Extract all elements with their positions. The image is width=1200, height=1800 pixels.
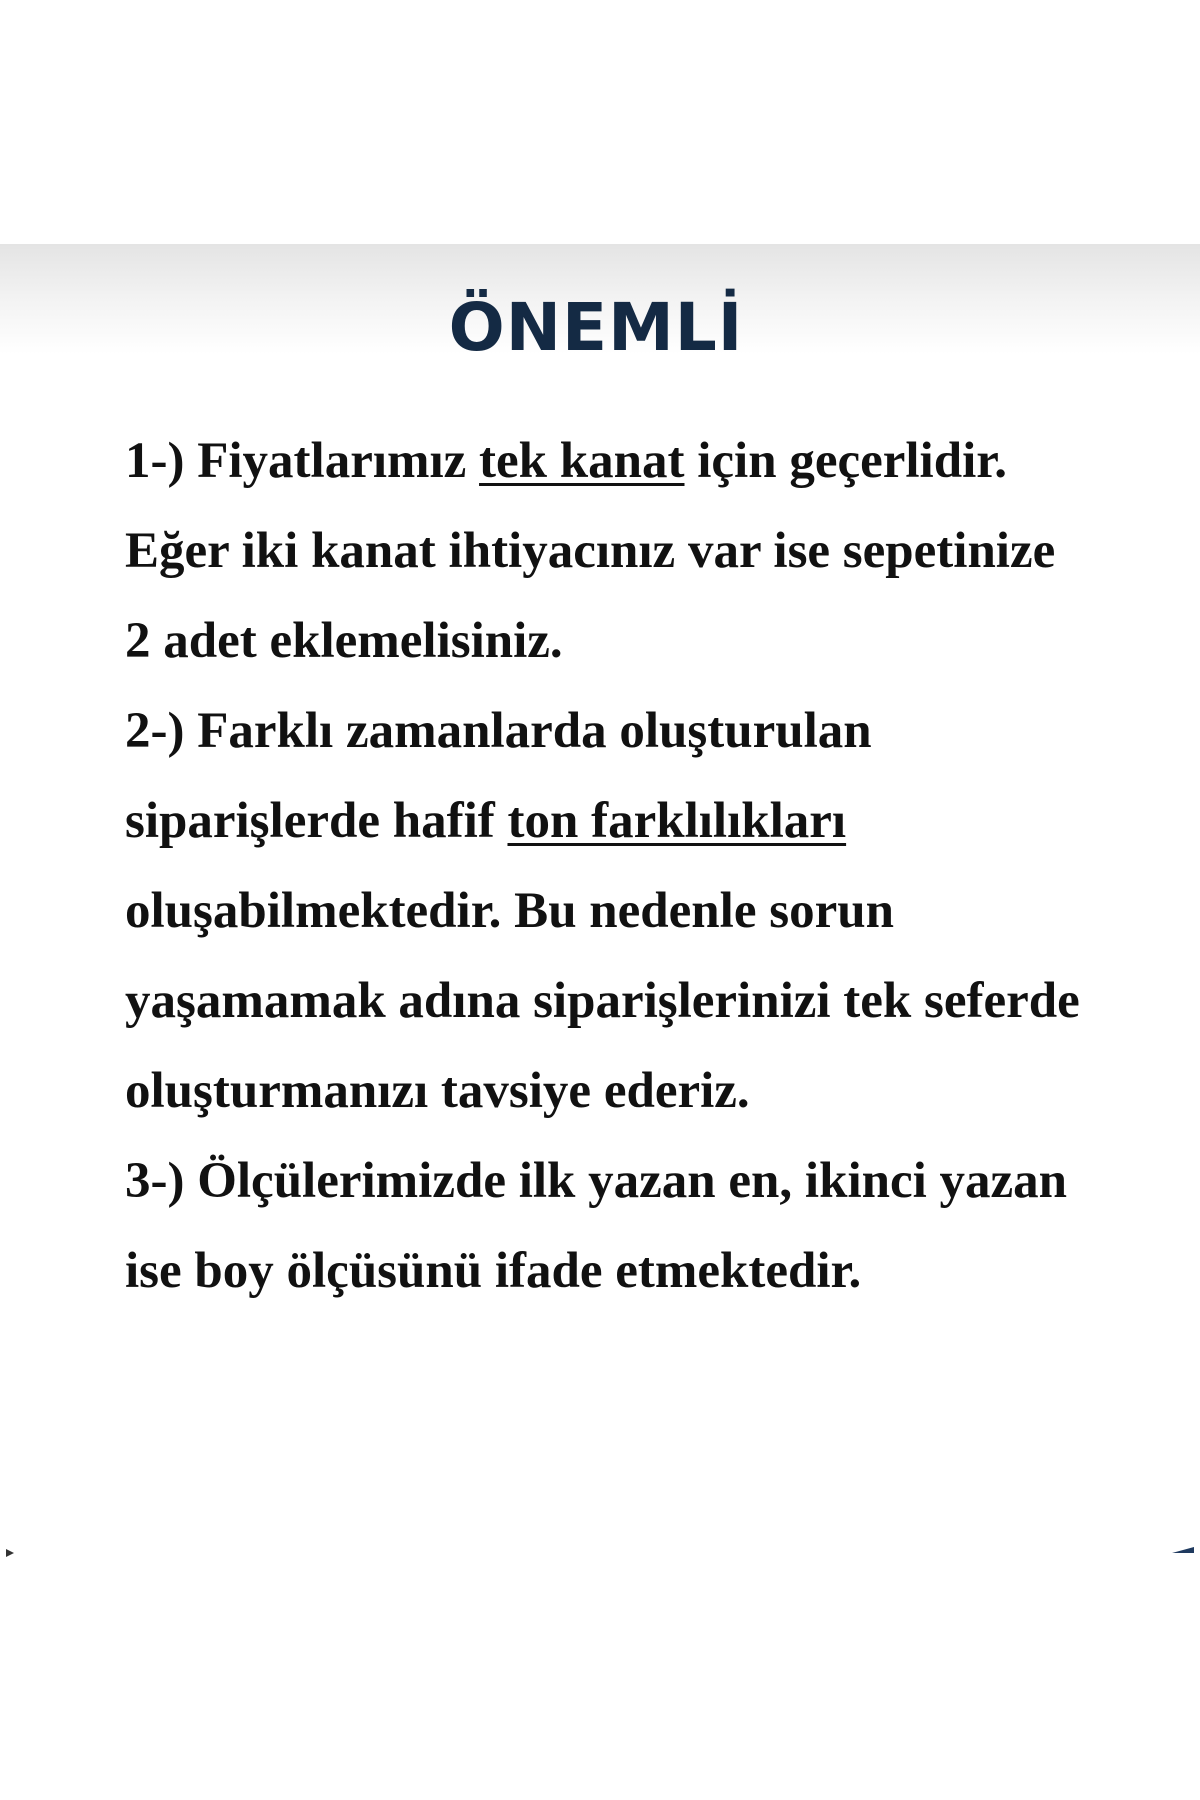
- notice-item-2-suffix: oluşabilmektedir. Bu nedenle sorun yaşamamak adına siparişlerinizi tek seferde oluşturmanızı tavsiye ederiz.: [125, 883, 1080, 1119]
- notice-item-1-emphasis: tek kanat: [479, 433, 685, 489]
- notice-item-3: 3-) Ölçülerimizde ilk yazan en, ikinci yazan ise boy ölçüsünü ifade etmektedir.: [125, 1153, 1068, 1299]
- notice-body: [125, 416, 1085, 1316]
- notice-title: ÖNEMLİ: [448, 289, 744, 366]
- notice-item-1: [125, 416, 1085, 686]
- notice-item-2: [125, 686, 1085, 1136]
- notice-item-1-prefix: 1-) Fiyatlarımız: [125, 433, 480, 489]
- notice-item-2-emphasis: ton farklılıkları: [507, 793, 847, 849]
- notice-item-1-suffix: için geçerlidir. Eğer iki kanat ihtiyacınız var ise sepetinize 2 adet eklemelisiniz.: [125, 433, 1056, 669]
- notice-item-2-prefix: 2-) Farklı zamanlarda oluşturulan siparişlerde hafif: [125, 703, 872, 849]
- corner-right-mark: [1172, 1547, 1194, 1553]
- corner-left-mark: [6, 1549, 14, 1557]
